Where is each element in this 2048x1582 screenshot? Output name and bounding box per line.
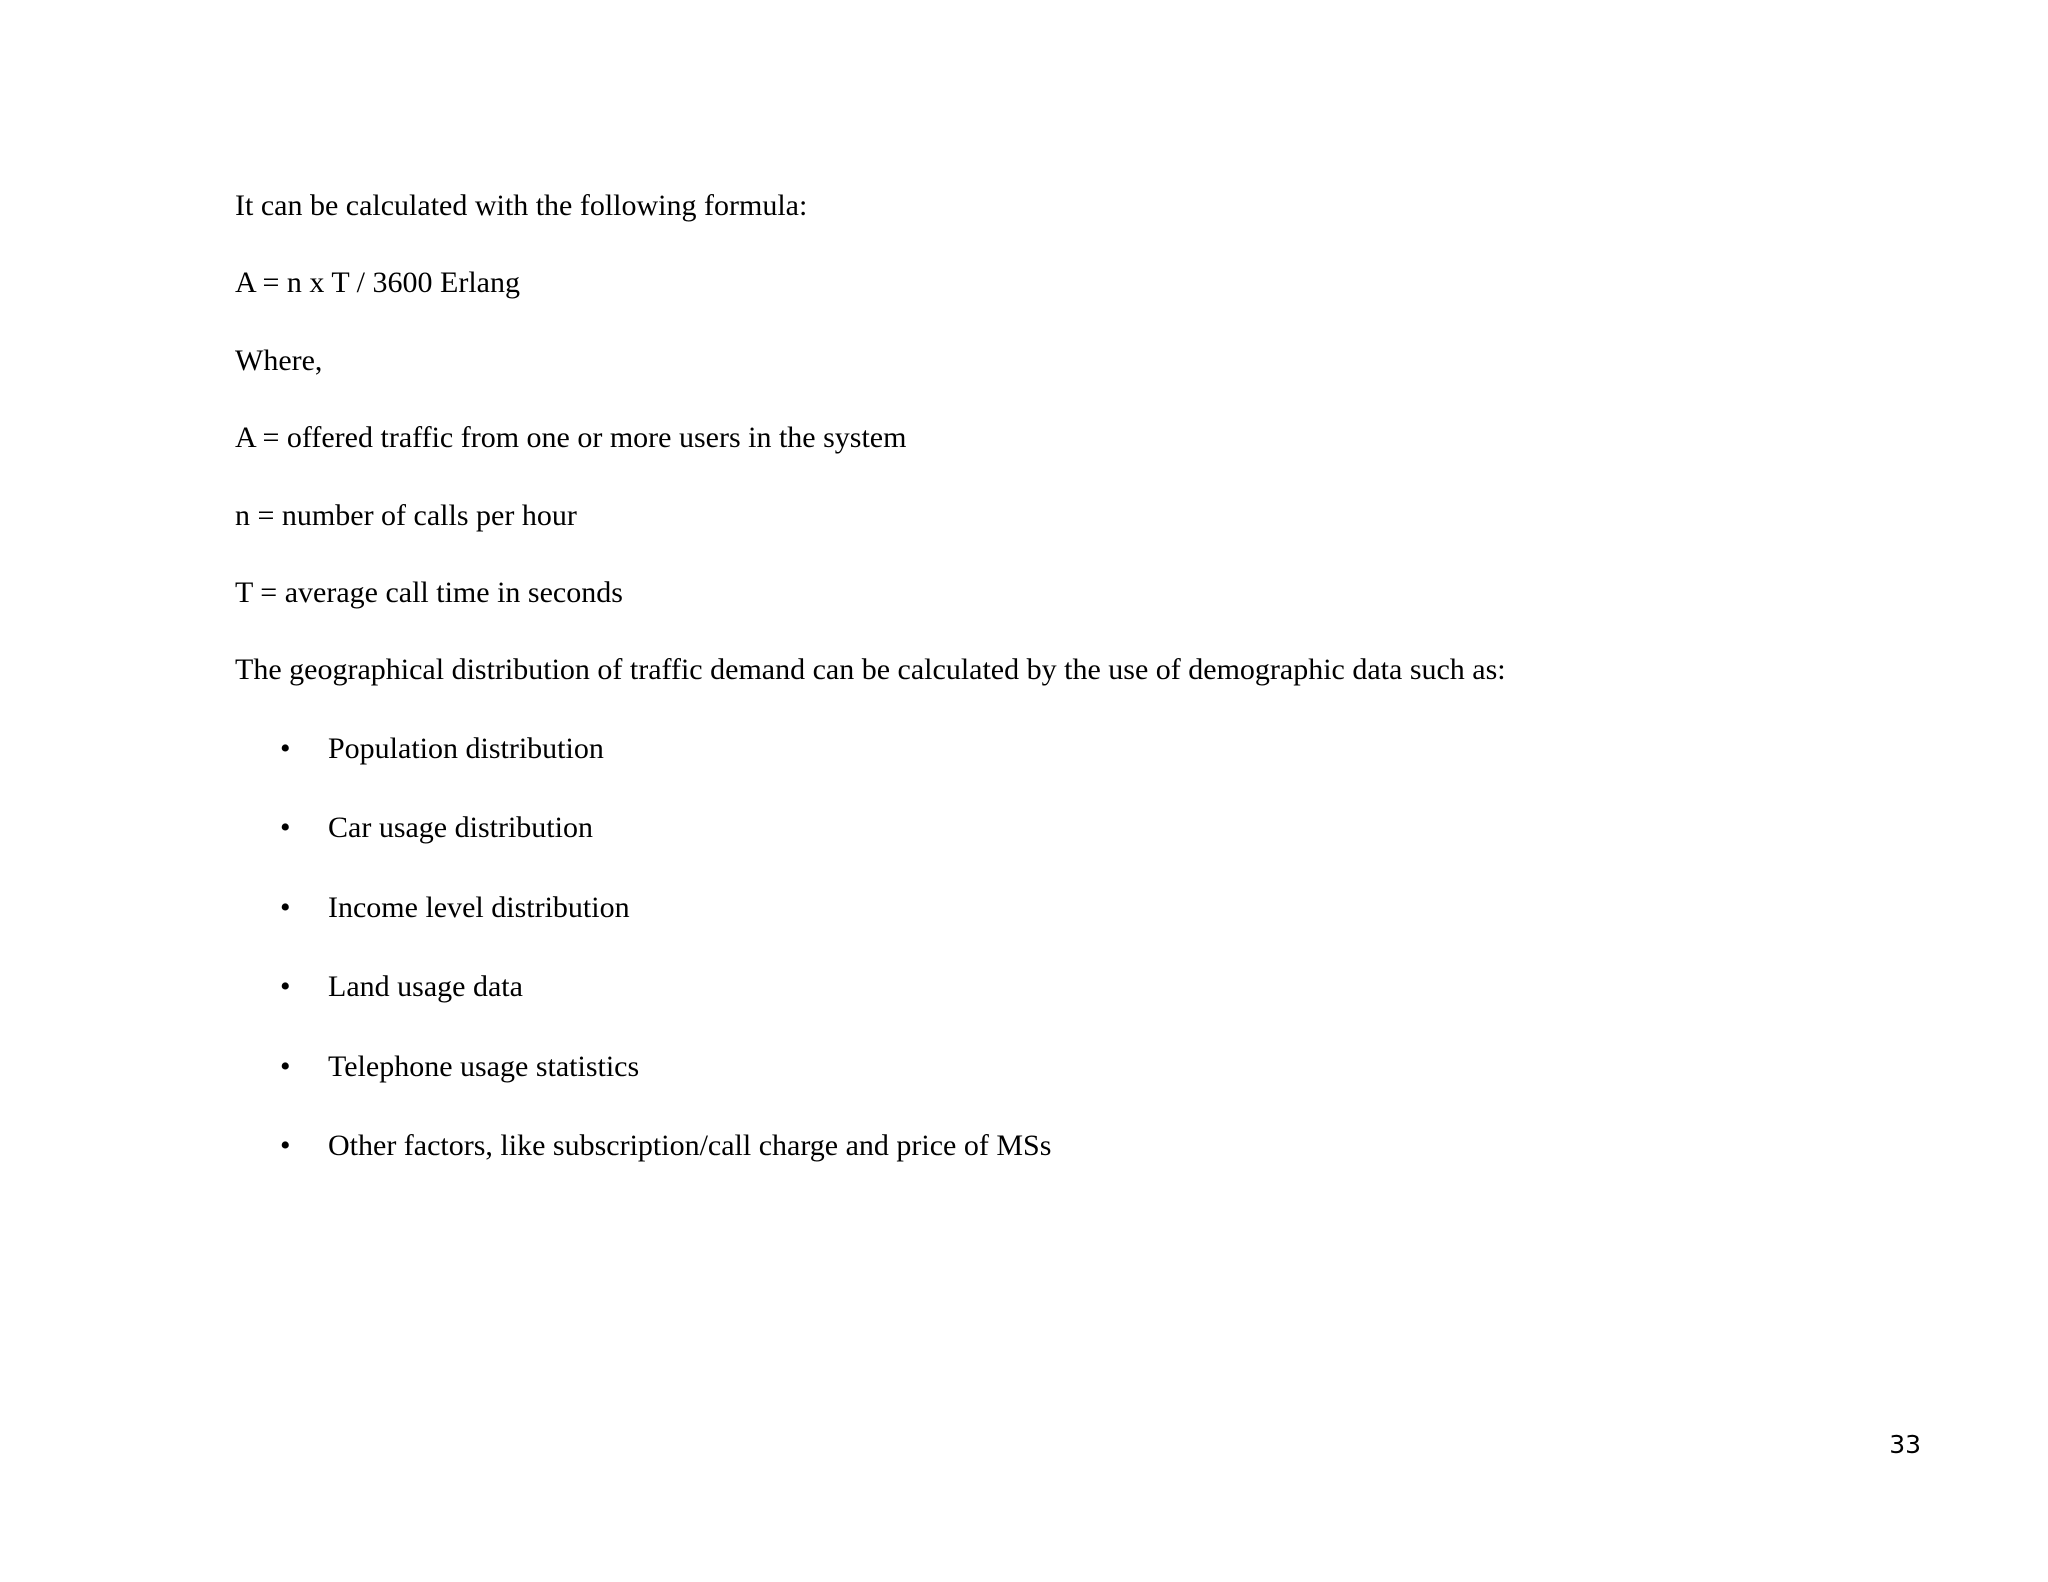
list-item-text: Land usage data: [328, 970, 523, 1003]
list-item-text: Population distribution: [328, 732, 604, 765]
list-item-text: Other factors, like subscription/call charge and price of MSs: [328, 1129, 1052, 1162]
erlang-formula: A = n x T / 3600 Erlang: [235, 266, 520, 299]
intro-sentence: It can be calculated with the following formula:: [235, 189, 808, 222]
where-label: Where,: [235, 344, 323, 377]
list-item-text: Income level distribution: [328, 891, 630, 924]
bullet-icon: •: [280, 1129, 291, 1162]
bullet-icon: •: [280, 970, 291, 1003]
bullet-icon: •: [280, 811, 291, 844]
page-number: 33: [1889, 1430, 1921, 1459]
bullet-icon: •: [280, 1050, 291, 1083]
list-item-text: Car usage distribution: [328, 811, 593, 844]
bullet-icon: •: [280, 891, 291, 924]
definition-a: A = offered traffic from one or more users in the system: [235, 421, 907, 454]
distribution-sentence: The geographical distribution of traffic demand can be calculated by the use of demographic data such as:: [235, 653, 1506, 686]
bullet-icon: •: [280, 732, 291, 765]
definition-n: n = number of calls per hour: [235, 499, 577, 532]
definition-t: T = average call time in seconds: [235, 576, 623, 609]
list-item-text: Telephone usage statistics: [328, 1050, 640, 1083]
